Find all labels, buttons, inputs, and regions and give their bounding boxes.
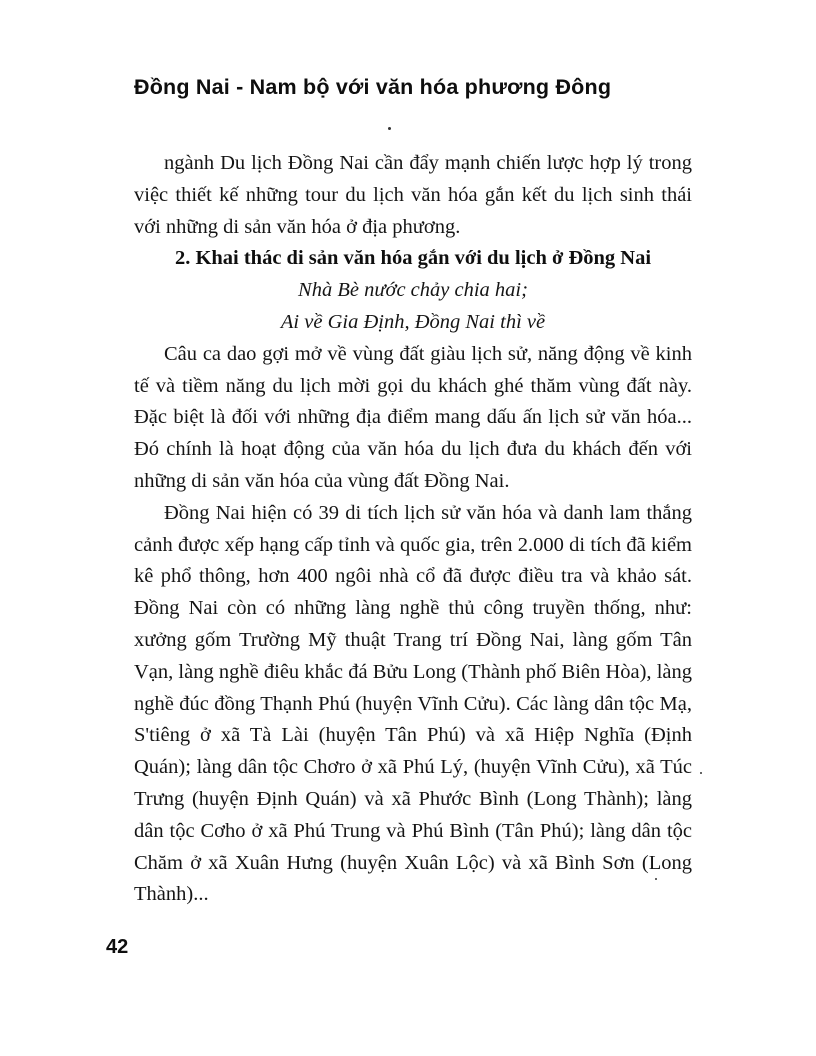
folk-verse-line-1: Nhà Bè nước chảy chia hai;	[298, 279, 528, 302]
scan-artifact-dot	[655, 878, 657, 880]
scan-artifact-dot	[388, 127, 391, 130]
section-heading-heritage-tourism: 2. Khai thác di sản văn hóa gắn với du lịch ở Đồng Nai	[174, 247, 652, 270]
paragraph-tourism-strategy: ngành Du lịch Đồng Nai cần đẩy mạnh chiến lược hợp lý trong việc thiết kế những tour du lịch văn hóa gắn kết du lịch sinh thái với những di sản văn hóa ở địa phương.	[134, 152, 692, 238]
scan-artifact-dot	[700, 772, 702, 774]
page-number: 42	[106, 936, 129, 958]
folk-verse-line-2: Ai về Gia Định, Đồng Nai thì về	[280, 310, 546, 333]
running-header-title: Đồng Nai - Nam bộ với văn hóa phương Đông	[134, 75, 612, 99]
paragraph-heritage-list: Đồng Nai hiện có 39 di tích lịch sử văn hóa và danh lam thắng cảnh được xếp hạng cấp tỉnh và quốc gia, trên 2.000 di tích đã kiểm kê phổ thông, hơn 400 ngôi nhà cổ đã được điều tra và khảo sát. Đồng Nai còn có những làng nghề thủ công truyền thống, như: xưởng gốm Trường Mỹ thuật Trang trí Đồng Nai, làng gốm Tân Vạn, làng nghề điêu khắc đá Bửu Long (Thành phố Biên Hòa), làng nghề đúc đồng Thạnh Phú (huyện Vĩnh Cửu). Các làng dân tộc Mạ, S'tiêng ở xã Tà Lài (huyện Tân Phú) và xã Hiệp Nghĩa (Định Quán); làng dân tộc Chơro ở xã Phú Lý, (huyện Vĩnh Cửu), xã Túc Trưng (huyện Định Quán) và xã Phước Bình (Long Thành); làng dân tộc Cơho ở xã Phú Trung và Phú Bình (Tân Phú); làng dân tộc Chăm ở xã Xuân Hưng (huyện Xuân Lộc) và xã Bình Sơn (Long Thành)...	[134, 501, 692, 906]
paragraph-cadao-intro: Câu ca dao gợi mở về vùng đất giàu lịch sử, năng động về kinh tế và tiềm năng du lịch mời gọi du khách ghé thăm vùng đất này. Đặc biệt là đối với những địa điểm mang dấu ấn lịch sử văn hóa... Đó chính là hoạt động của văn hóa du lịch đưa du khách đến với những di sản văn hóa của vùng đất Đồng Nai.	[134, 342, 692, 492]
page-body	[134, 148, 692, 911]
